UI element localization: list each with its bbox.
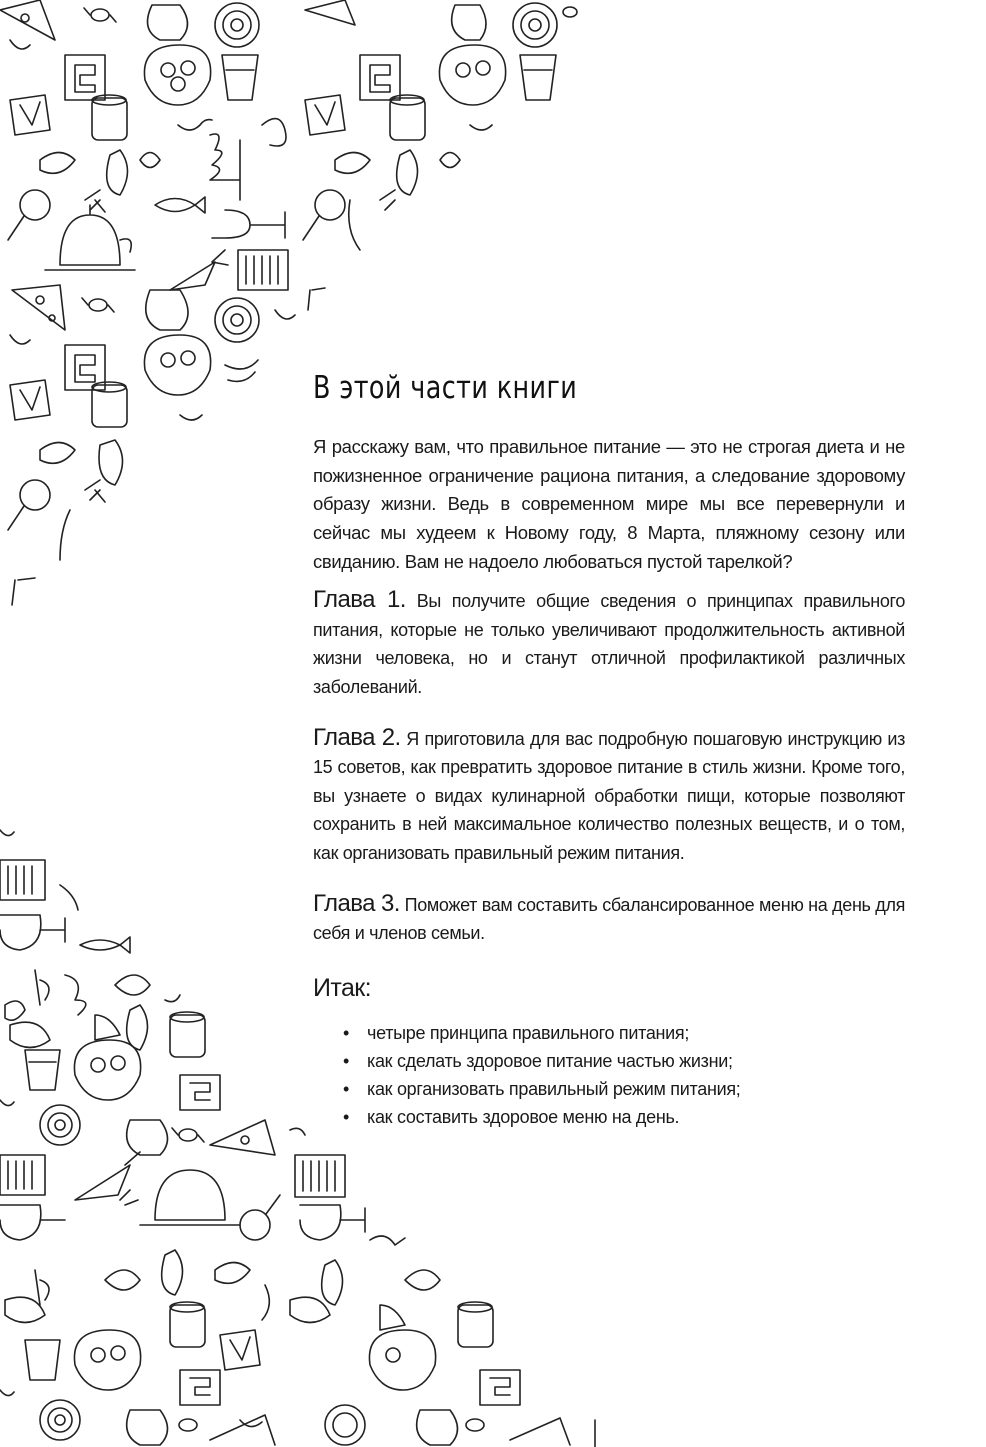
grater-icon <box>180 1370 220 1405</box>
summary-list <box>313 1019 905 1131</box>
pea-icon <box>0 1100 14 1106</box>
glass-icon <box>25 1050 60 1090</box>
cloche-icon <box>45 205 135 270</box>
ice-cream-icon <box>439 45 505 105</box>
herb-icon <box>85 480 105 502</box>
can-icon <box>390 95 425 140</box>
chevron-icon <box>305 95 345 135</box>
magnifier-icon <box>8 480 50 530</box>
jug-icon <box>146 290 188 330</box>
whisk-icon <box>35 1270 49 1305</box>
jug-icon <box>148 5 188 40</box>
intro-paragraph: Я расскажу вам, что правильное питание — это не строгая диета и не пожизненное ограничение рациона питания, а следование здоровому образу жизни. Ведь в современном мире мы все перевернули и сейчас мы худеем к Новому году, 8 Марта, пляжному сезону или свиданию. Вам не надоело любоваться пустой тарелкой? <box>313 436 905 572</box>
grater-icon <box>295 1155 345 1197</box>
swirl-roll-icon <box>325 1405 365 1445</box>
sausage-icon <box>397 150 418 195</box>
cheese-icon <box>305 0 355 25</box>
apple-icon <box>115 975 150 995</box>
pea-icon <box>0 1390 14 1396</box>
meat-icon <box>215 1263 250 1284</box>
can-icon <box>92 382 127 427</box>
cloche-icon <box>140 1170 240 1225</box>
chapter-title: Глава 3. <box>313 889 400 917</box>
squiggle-icon <box>60 510 70 560</box>
wine-glass-icon <box>0 1205 65 1240</box>
cup-icon <box>470 125 492 130</box>
grater-icon <box>65 345 105 390</box>
chevron-icon <box>10 95 50 135</box>
chapter-1 <box>313 586 905 701</box>
grater-icon <box>360 55 400 100</box>
candy-icon <box>466 1419 484 1431</box>
squiggle-icon <box>65 975 86 1015</box>
jug-icon <box>127 1410 168 1445</box>
jug-icon <box>417 1410 458 1445</box>
grater-icon <box>0 860 45 900</box>
squiggle-icon <box>349 200 360 250</box>
sausage-icon <box>127 1005 148 1050</box>
list-item-text: как организовать правильный режим питания; <box>367 1078 741 1099</box>
meat-icon <box>40 153 75 174</box>
apple-icon <box>140 153 160 168</box>
list-item <box>343 1047 905 1075</box>
wine-glass-icon <box>0 915 65 950</box>
magnifier-icon <box>8 190 50 240</box>
cheese-icon <box>510 1418 570 1445</box>
glass-icon <box>520 55 556 100</box>
pea-icon <box>10 40 30 49</box>
can-icon <box>458 1302 493 1347</box>
carrot-icon <box>170 250 228 290</box>
meat-icon <box>335 153 370 174</box>
apple-icon <box>405 1270 440 1290</box>
bullet-icon: • <box>343 1078 350 1099</box>
chapter-description: Поможет вам составить сбалансированное меню на день для себя и членов семьи. <box>313 894 905 944</box>
squiggle-icon <box>262 1285 269 1320</box>
list-item-text: четыре принципа правильного питания; <box>367 1022 690 1043</box>
chapter-description: Вы получите общие сведения о принципах правильного питания, которые не только увеличивают продолжительность активной жизни человека, но и станут отличной профилактикой различных заболеваний. <box>313 591 906 697</box>
ice-cream-icon <box>369 1330 435 1390</box>
sausage-icon <box>107 150 128 195</box>
fish-icon <box>80 937 130 953</box>
cup-icon <box>95 1015 120 1040</box>
herb-icon <box>85 190 105 212</box>
whisk-icon <box>35 970 49 1005</box>
herb-icon <box>380 190 395 210</box>
main-content <box>313 370 905 1131</box>
grater-icon <box>480 1370 520 1405</box>
cup-icon <box>178 120 212 130</box>
jug-icon <box>127 1120 168 1155</box>
glass-icon <box>25 1340 60 1380</box>
swirl-roll-icon <box>40 1105 80 1145</box>
squiggle-icon <box>165 995 180 1002</box>
cheese-icon <box>210 1120 275 1155</box>
ice-cream-icon <box>144 45 210 105</box>
squiggle-icon <box>12 578 35 605</box>
grater-icon <box>238 250 288 290</box>
ice-cream-icon <box>74 1330 140 1390</box>
magnifier-icon <box>303 190 345 240</box>
chapter-3 <box>313 890 905 948</box>
candy-icon <box>82 298 114 312</box>
herb-icon <box>120 1190 138 1205</box>
glass-icon <box>222 55 258 100</box>
pea-icon <box>240 1420 262 1427</box>
cheese-icon <box>210 1415 275 1445</box>
chevron-icon <box>10 380 50 420</box>
sausage-icon <box>99 440 123 485</box>
fish-icon <box>155 197 205 213</box>
chapter-title: Глава 1. <box>313 586 406 614</box>
cup-icon <box>380 1305 405 1330</box>
list-item <box>343 1075 905 1103</box>
can-icon <box>170 1012 205 1057</box>
pea-icon <box>0 830 14 836</box>
spiral-icon <box>262 119 286 146</box>
chapter-description: Я приготовила для вас подробную пошаговую инструкцию из 15 советов, как превратить здоровое питание в стиль жизни. Кроме того, вы узнаете о видах кулинарной обработки пищи, которые позволяют сохранить в ней максимальное количество полезных веществ, и о том, как организовать правильный режим питания. <box>313 728 905 863</box>
bullet-icon: • <box>343 1022 350 1043</box>
chevron-icon <box>220 1330 260 1370</box>
bullet-icon: • <box>343 1106 350 1127</box>
list-item <box>343 1103 905 1131</box>
cheese-icon <box>0 0 55 40</box>
apple-icon <box>440 153 460 168</box>
list-item-text: как сделать здоровое питание частью жизни; <box>367 1050 733 1071</box>
squiggle-icon <box>60 885 78 910</box>
can-icon <box>170 1302 205 1347</box>
grater-icon <box>180 1075 220 1110</box>
swirl-roll-icon <box>215 3 259 47</box>
jug-icon <box>452 5 486 40</box>
wine-glass-icon <box>300 1205 365 1240</box>
swirl-roll-icon <box>215 298 259 342</box>
ham-icon <box>5 1297 45 1322</box>
chapter-2 <box>313 724 905 868</box>
list-item <box>343 1019 905 1047</box>
can-icon <box>92 95 127 140</box>
candy-icon <box>84 8 116 22</box>
chapter-title: Глава 2. <box>313 723 401 751</box>
wing-icon <box>225 360 258 381</box>
bullet-icon: • <box>343 1050 350 1071</box>
squiggle-icon <box>308 288 325 310</box>
magnifier-icon <box>240 1195 280 1240</box>
pea-icon <box>10 335 30 344</box>
grater-icon <box>0 1155 45 1195</box>
summary-heading: Итак: <box>313 973 371 1002</box>
candy-icon <box>563 7 577 17</box>
section-heading: В этой части книги <box>313 370 578 406</box>
ice-cream-icon <box>144 335 210 395</box>
swirl-roll-icon <box>513 3 557 47</box>
apple-icon <box>105 1270 140 1290</box>
carrot-icon <box>75 1152 140 1200</box>
ham-icon <box>290 1297 330 1322</box>
list-item-text: как составить здоровое меню на день. <box>367 1106 680 1127</box>
fish-icon <box>370 1236 405 1245</box>
meat-icon <box>40 443 75 464</box>
cup-icon <box>180 415 202 420</box>
sausage-icon <box>322 1260 343 1305</box>
candy-icon <box>179 1419 197 1431</box>
whisk-icon <box>210 134 240 200</box>
sausage-icon <box>162 1250 183 1295</box>
swirl-roll-icon <box>40 1400 80 1440</box>
wine-glass-icon <box>212 210 285 238</box>
grater-icon <box>65 55 105 100</box>
ham-icon <box>10 1022 50 1047</box>
cheese-icon <box>12 285 65 330</box>
ice-cream-icon <box>74 1040 140 1100</box>
squiggle-icon <box>290 1128 305 1135</box>
pea-icon <box>275 310 295 319</box>
candy-icon <box>172 1128 204 1142</box>
meat-icon <box>5 1001 25 1020</box>
